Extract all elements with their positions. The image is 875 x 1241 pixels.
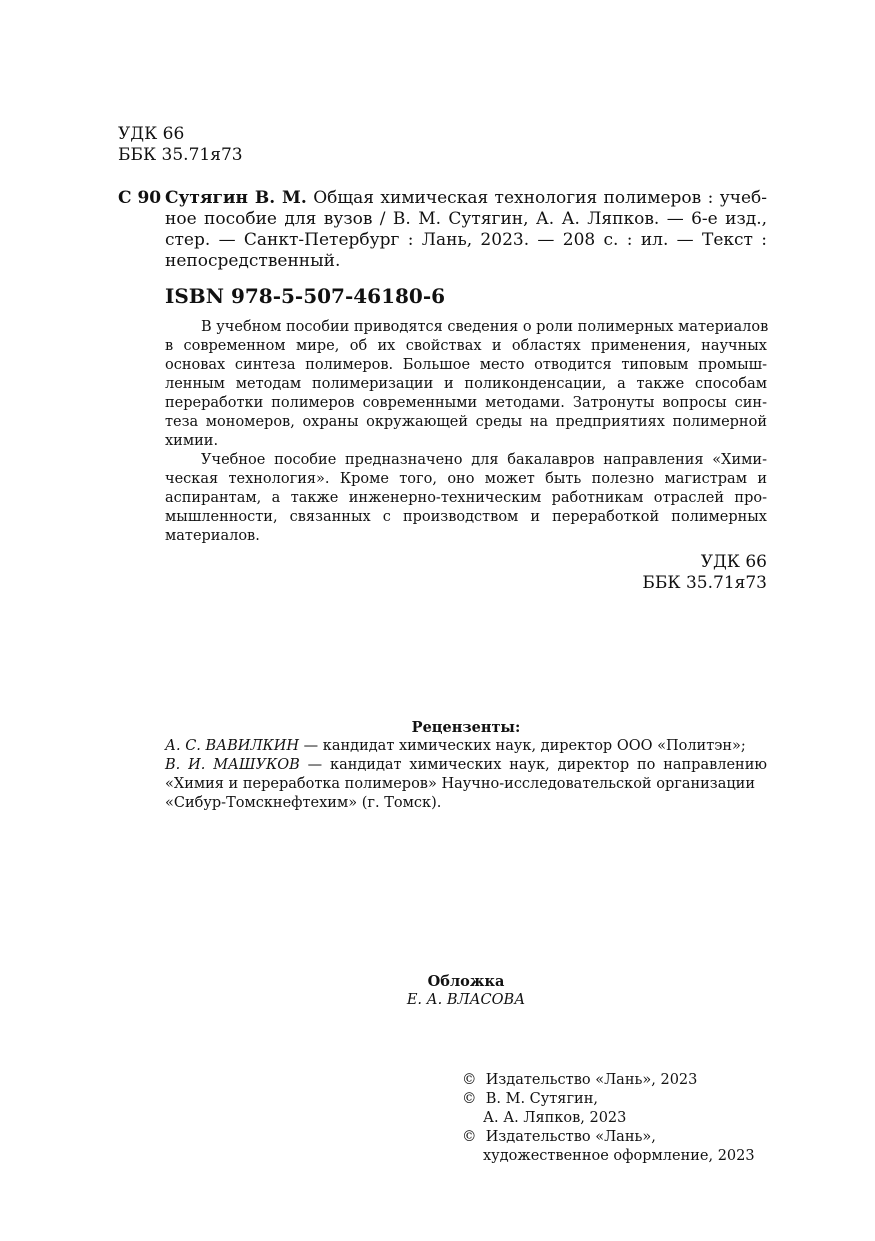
footer-codes xyxy=(642,552,767,594)
copyright-block xyxy=(462,1071,755,1166)
bib-line-3: стер. — Санкт-Петербург : Лань, 2023. — 208 с. : ил. — Текст : xyxy=(165,230,767,250)
bib-title: Общая химическая технология полимеров : учеб- xyxy=(313,188,767,208)
abstract-line: в современном мире, об их свойствах и областях применения, научных xyxy=(165,338,767,354)
abstract-paragraph-2 xyxy=(165,451,767,546)
copyright-2-cont: А. А. Ляпков, 2023 xyxy=(483,1110,627,1126)
reviewer-2-info: — кандидат химических наук, директор по направлению xyxy=(299,757,767,773)
reviewer-2-name: В. И. МАШУКОВ xyxy=(165,757,300,773)
bbk-code-bottom: ББК 35.71я73 xyxy=(642,573,767,593)
abstract-line: аспирантам, а также инженерно-техническим работникам отраслей про- xyxy=(165,490,767,506)
abstract-line: материалов. xyxy=(165,528,260,544)
cover-heading: Обложка xyxy=(427,973,505,990)
abstract-line: мышленности, связанных с производством и переработкой полимерных xyxy=(165,509,767,525)
abstract-line: основах синтеза полимеров. Большое место отводится типовым промыш- xyxy=(165,357,767,373)
copyright-2: © В. М. Сутягин, xyxy=(462,1091,598,1107)
abstract-line: ленным методам полимеризации и поликонденсации, а также способам xyxy=(165,376,767,392)
bbk-code: ББК 35.71я73 xyxy=(118,145,243,165)
abstract-line: Учебное пособие предназначено для бакалавров направления «Хими- xyxy=(201,452,767,468)
isbn: ISBN 978-5-507-46180-6 xyxy=(165,284,446,308)
abstract-paragraph-1 xyxy=(165,318,767,451)
abstract-line: теза мономеров, охраны окружающей среды на предприятиях полимерной xyxy=(165,414,767,430)
bib-line-4: непосредственный. xyxy=(165,251,341,271)
abstract xyxy=(165,318,767,546)
abstract-line: химии. xyxy=(165,433,219,449)
reviewer-1 xyxy=(165,737,767,756)
bib-line-1 xyxy=(165,188,767,209)
copyright-symbol: © xyxy=(462,1072,477,1088)
copyright-1: © Издательство «Лань», 2023 xyxy=(462,1072,698,1088)
reviewers-heading: Рецензенты: xyxy=(411,719,521,736)
reviewers-section xyxy=(165,718,767,813)
copyright-3: © Издательство «Лань», xyxy=(462,1129,656,1145)
cover-credit xyxy=(165,972,767,1010)
copyright-3-cont: художественное оформление, 2023 xyxy=(483,1148,755,1164)
abstract-line: В учебном пособии приводятся сведения о роли полимерных материалов xyxy=(201,319,769,335)
bib-line-2: ное пособие для вузов / В. М. Сутягин, А. А. Ляпков. — 6-е изд., xyxy=(165,209,767,229)
reviewer-2-line-3: «Сибур-Томскнефтехим» (г. Томск). xyxy=(165,795,442,811)
header-codes xyxy=(118,124,243,166)
udk-code: УДК 66 xyxy=(118,124,185,144)
abstract-line: переработки полимеров современными методами. Затронуты вопросы син- xyxy=(165,395,767,411)
reviewer-1-name: А. С. ВАВИЛКИН xyxy=(165,738,300,754)
reviewer-2 xyxy=(165,756,767,775)
copyright-symbol: © xyxy=(462,1091,477,1107)
catalog-code: С 90 xyxy=(118,188,162,208)
bib-author: Сутягин В. М. xyxy=(165,188,307,208)
abstract-line: ческая технология». Кроме того, оно может быть полезно магистрам и xyxy=(165,471,767,487)
reviewer-2-line-2: «Химия и переработка полимеров» Научно-исследовательской организации xyxy=(165,776,755,792)
udk-code-bottom: УДК 66 xyxy=(700,552,767,572)
reviewer-1-info: — кандидат химических наук, директор ООО «Политэн»; xyxy=(299,738,746,754)
cover-designer: Е. А. ВЛАСОВА xyxy=(406,992,526,1008)
bibliographic-entry xyxy=(165,188,767,272)
copyright-symbol: © xyxy=(462,1129,477,1145)
